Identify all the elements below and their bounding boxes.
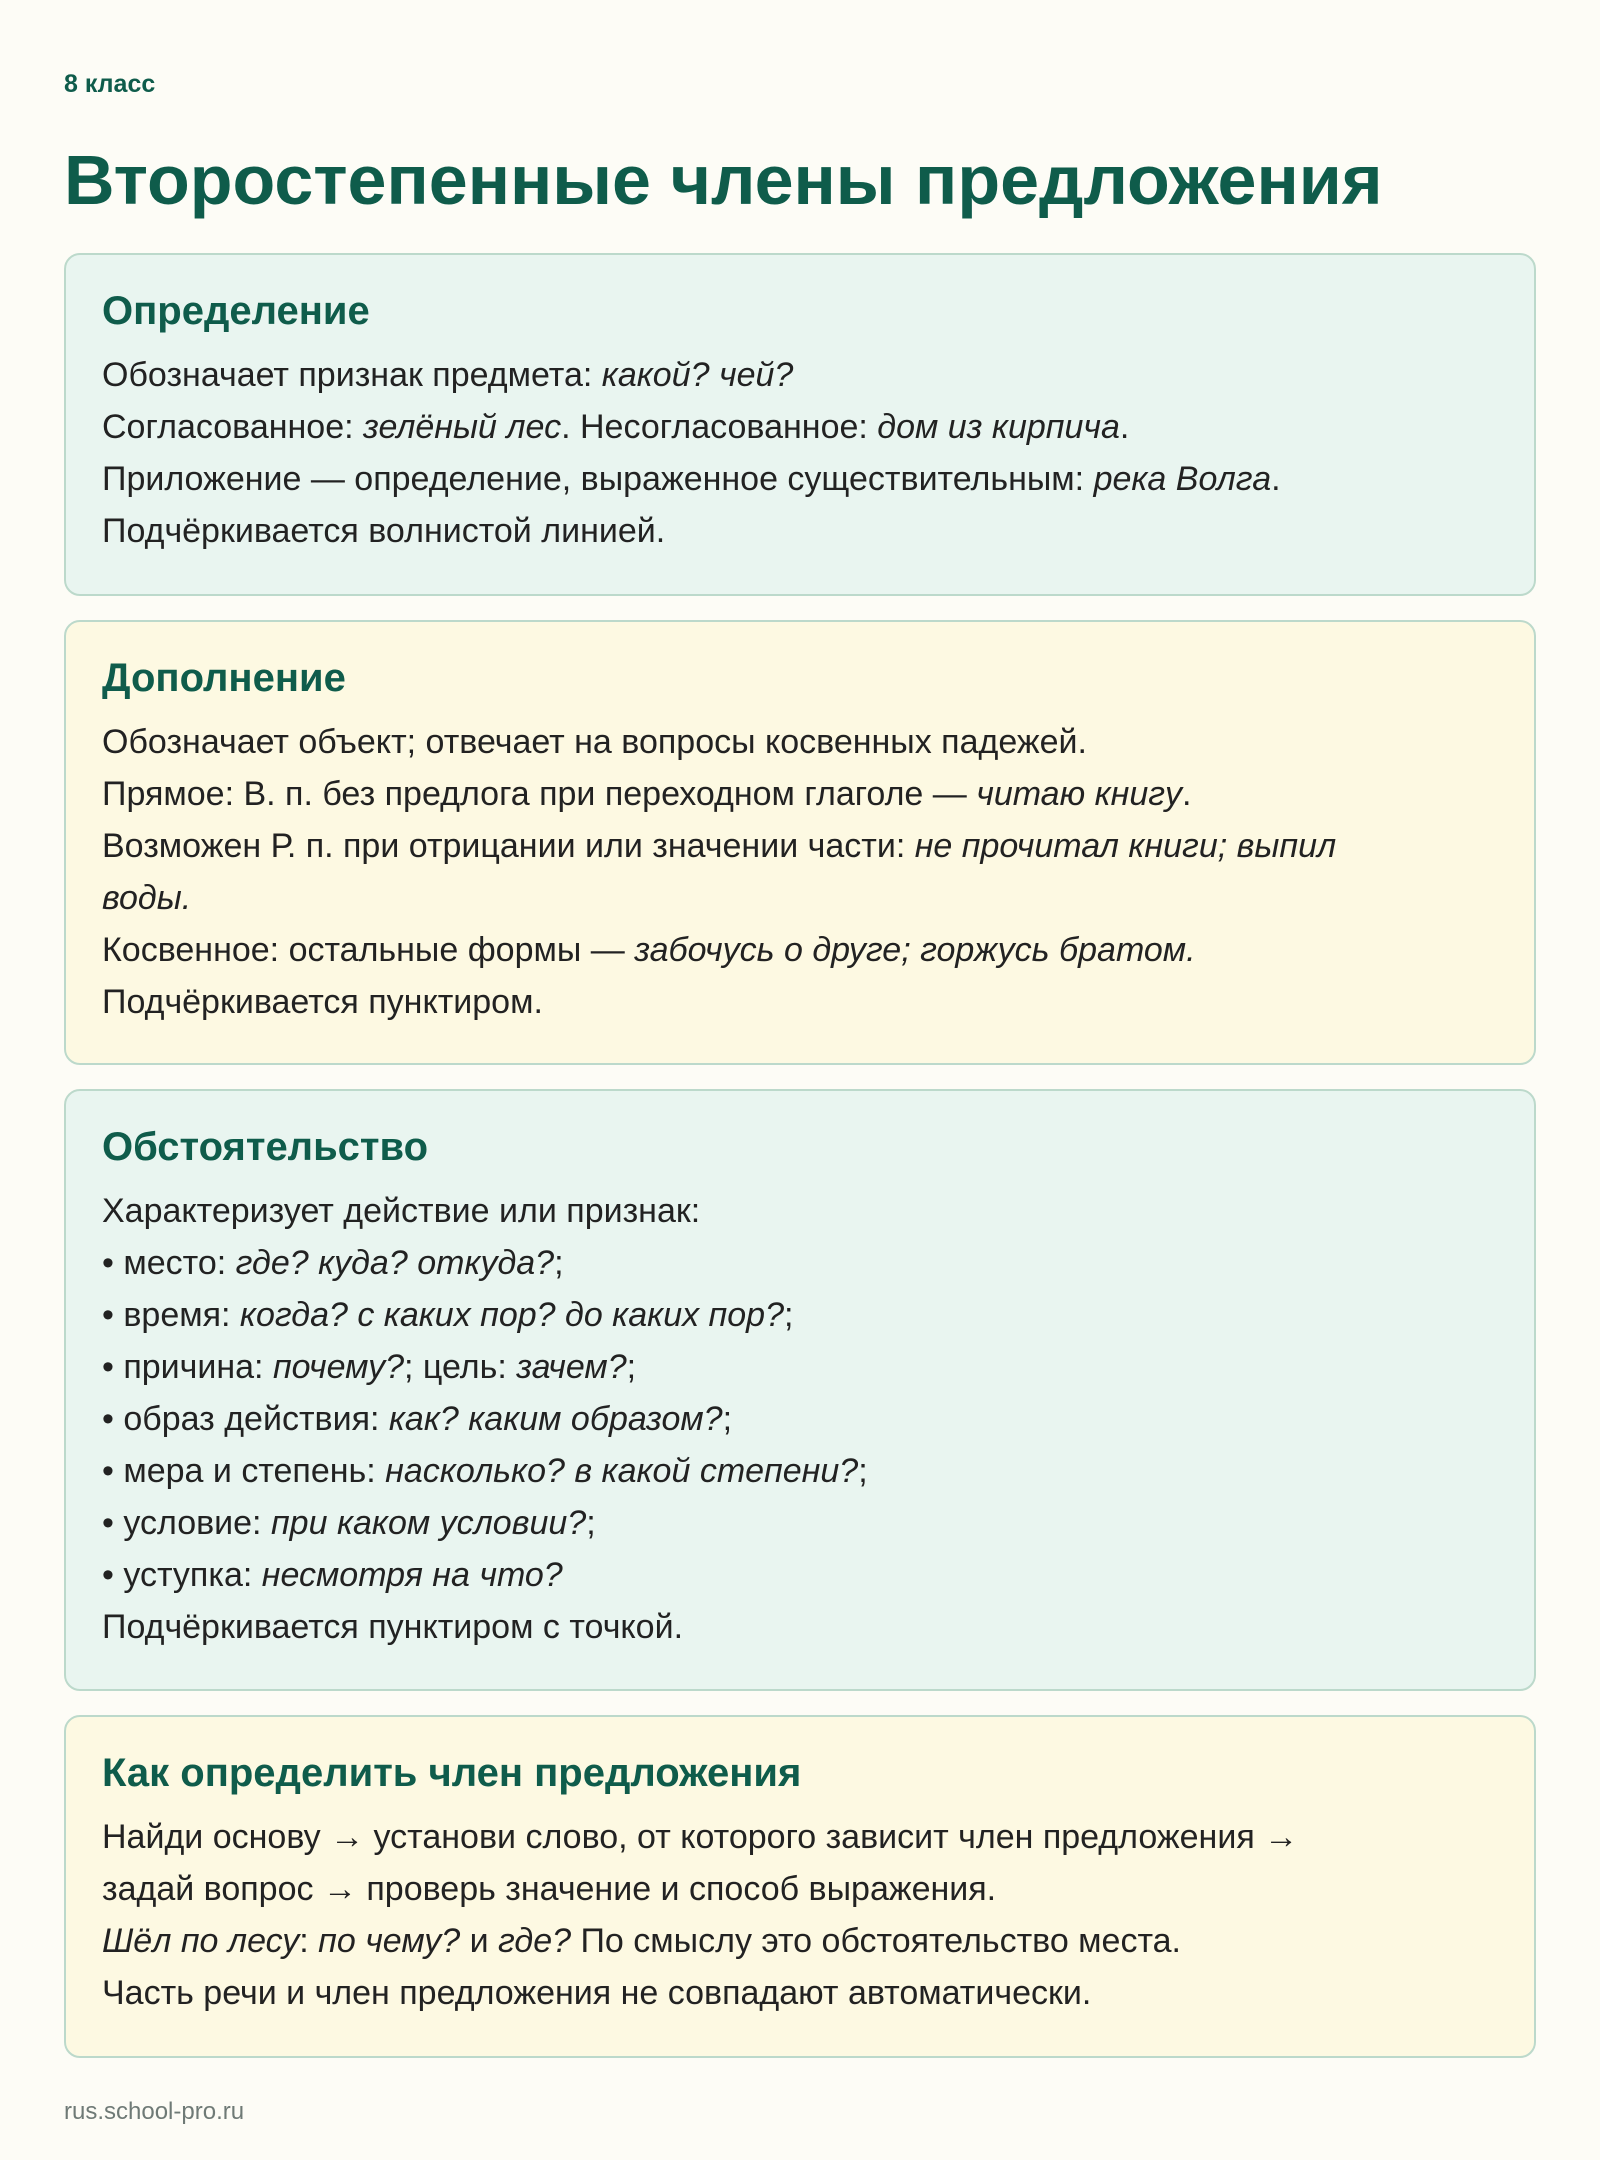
plain-text: Подчёркивается пунктиром с точкой. <box>102 1608 684 1646</box>
example-text: как? каким образом? <box>388 1400 723 1438</box>
plain-text: Приложение — определение, выраженное существительным: <box>102 460 1094 498</box>
plain-text: ; цель: <box>404 1348 517 1386</box>
text-line <box>102 924 1498 976</box>
card-heading: Определение <box>102 289 370 333</box>
text-line <box>102 820 1498 872</box>
plain-text: Обозначает объект; отвечает на вопросы косвенных падежей. <box>102 723 1087 761</box>
text-line <box>102 768 1498 820</box>
plain-text: . <box>1119 408 1130 446</box>
plain-text: Характеризует действие или признак: <box>102 1192 701 1230</box>
example-text: не прочитал книги; выпил <box>914 827 1337 865</box>
text-line <box>102 1393 1498 1445</box>
plain-text: Подчёркивается пунктиром. <box>102 983 543 1021</box>
plain-text: ; <box>586 1504 596 1542</box>
card-heading: Как определить член предложения <box>102 1751 802 1795</box>
text-line <box>102 453 1498 505</box>
card-heading: Обстоятельство <box>102 1125 429 1169</box>
text-line <box>102 1811 1498 1863</box>
plain-text: . <box>1182 775 1192 813</box>
example-text: несмотря на что? <box>261 1556 563 1594</box>
text-line <box>102 1915 1498 1967</box>
plain-text: ; <box>858 1452 868 1490</box>
plain-text: • место: <box>102 1244 236 1282</box>
text-line <box>102 505 1498 557</box>
plain-text: . Несогласованное: <box>561 408 878 446</box>
card-definition <box>64 253 1536 596</box>
plain-text: задай вопрос → проверь значение и способ выражения. <box>102 1870 997 1908</box>
site-footer: rus.school-pro.ru <box>64 2098 245 2125</box>
text-line <box>102 872 1498 924</box>
plain-text: Прямое: В. п. без предлога при переходном глаголе — <box>102 775 977 813</box>
example-text: где? <box>498 1922 572 1960</box>
plain-text: Подчёркивается волнистой линией. <box>102 512 666 550</box>
card-howto <box>64 1715 1536 2058</box>
text-line <box>102 1497 1498 1549</box>
card-body <box>102 716 1498 1028</box>
example-text: при каком условии? <box>270 1504 587 1542</box>
example-text: зачем? <box>516 1348 627 1386</box>
text-line <box>102 349 1498 401</box>
text-line <box>102 1601 1498 1653</box>
card-heading: Дополнение <box>102 656 346 700</box>
plain-text: : <box>299 1922 319 1960</box>
plain-text: Обозначает признак предмета: <box>102 356 602 394</box>
card-object <box>64 620 1536 1065</box>
page-title: Второстепенные члены предложения <box>64 141 1383 219</box>
example-text: зелёный лес <box>363 408 562 446</box>
text-line <box>102 1863 1498 1915</box>
example-text: почему? <box>272 1348 405 1386</box>
plain-text: ; <box>626 1348 637 1386</box>
example-text: какой? чей? <box>601 356 794 394</box>
example-text: читаю книгу <box>976 775 1183 813</box>
plain-text: • мера и степень: <box>102 1452 386 1490</box>
text-line <box>102 716 1498 768</box>
text-line <box>102 976 1498 1028</box>
text-line <box>102 1185 1498 1237</box>
example-text: насколько? в какой степени? <box>385 1452 859 1490</box>
text-line <box>102 1341 1498 1393</box>
plain-text: ; <box>554 1244 564 1282</box>
example-text: где? куда? откуда? <box>235 1244 555 1282</box>
example-text: Шёл по лесу <box>102 1922 300 1960</box>
plain-text: Косвенное: остальные формы — <box>102 931 635 969</box>
plain-text: Часть речи и член предложения не совпадают автоматически. <box>102 1974 1092 2012</box>
plain-text: и <box>460 1922 499 1960</box>
plain-text: • время: <box>102 1296 240 1334</box>
plain-text: • условие: <box>102 1504 271 1542</box>
example-text: забочусь о друге; горжусь братом. <box>634 931 1196 969</box>
plain-text: • образ действия: <box>102 1400 389 1438</box>
plain-text: • причина: <box>102 1348 273 1386</box>
text-line <box>102 401 1498 453</box>
card-body <box>102 349 1498 557</box>
plain-text: . <box>1271 460 1281 498</box>
example-text: воды. <box>102 879 192 917</box>
plain-text: Возможен Р. п. при отрицании или значении части: <box>102 827 915 865</box>
text-line <box>102 1237 1498 1289</box>
text-line <box>102 1289 1498 1341</box>
text-line <box>102 1967 1498 2019</box>
plain-text: Согласованное: <box>102 408 364 446</box>
plain-text: • уступка: <box>102 1556 262 1594</box>
example-text: когда? с каких пор? до каких пор? <box>239 1296 784 1334</box>
card-body <box>102 1185 1498 1653</box>
example-text: река Волга <box>1093 460 1272 498</box>
plain-text: ; <box>722 1400 733 1438</box>
card-body <box>102 1811 1498 2019</box>
example-text: дом из кирпича <box>877 408 1120 446</box>
text-line <box>102 1549 1498 1601</box>
grade-label: 8 класс <box>64 70 156 98</box>
plain-text: ; <box>784 1296 794 1334</box>
card-adverbial <box>64 1089 1536 1691</box>
plain-text: Найди основу → установи слово, от которого зависит член предложения → <box>102 1818 1299 1856</box>
example-text: по чему? <box>318 1922 461 1960</box>
text-line <box>102 1445 1498 1497</box>
plain-text: По смыслу это обстоятельство места. <box>571 1922 1182 1960</box>
